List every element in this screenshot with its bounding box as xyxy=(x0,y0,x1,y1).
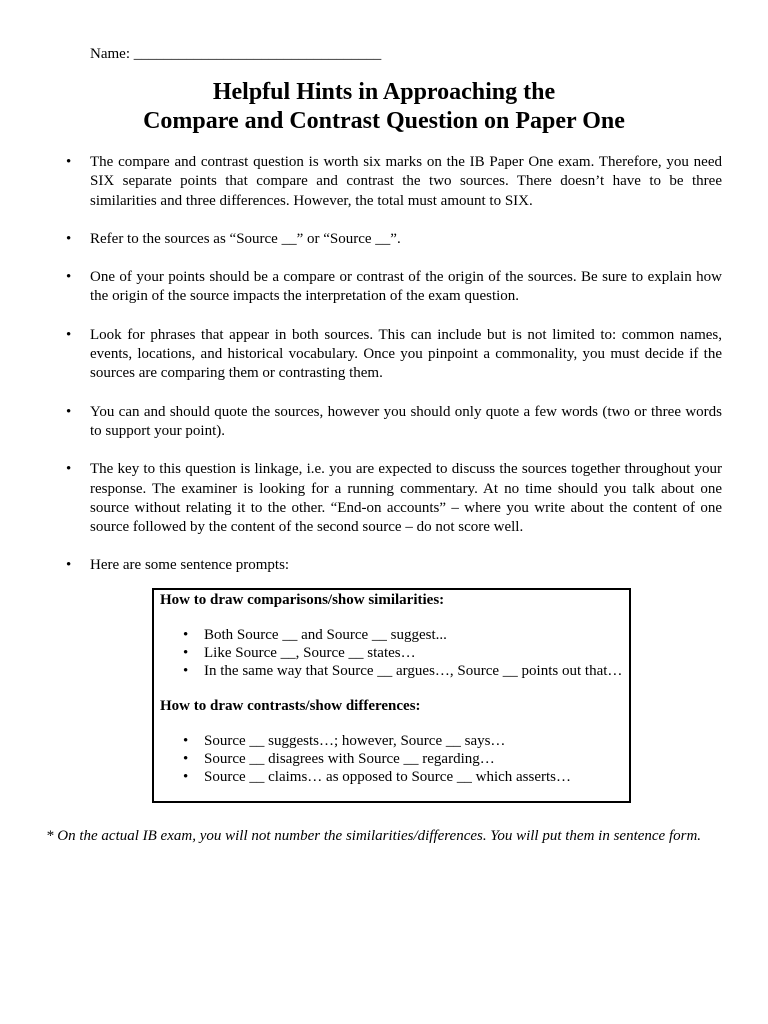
difference-prompt xyxy=(183,768,623,786)
name-field-label: Name: _________________________________ xyxy=(90,46,382,62)
page-title-line-1: Helpful Hints in Approaching the xyxy=(212,79,556,105)
bullet-icon: • xyxy=(66,403,72,420)
page-title-line-2: Compare and Contrast Question on Paper One xyxy=(143,108,625,134)
hint-item xyxy=(66,268,722,307)
hint-item xyxy=(66,556,722,575)
hints-list xyxy=(66,153,722,595)
hint-item xyxy=(66,153,722,211)
footnote: * On the actual IB exam, you will not number the similarities/differences. You will put them in sentence form. xyxy=(46,828,702,844)
hint-text: Look for phrases that appear in both sources. This can include but is not limited to: common names, events, locations, and historical vocabulary. Once you pinpoint a commonality, you must decide if the sources are comparing them or contrasting them. xyxy=(90,326,722,382)
hint-text: The key to this question is linkage, i.e. you are expected to discuss the sources together throughout your response. The examiner is looking for a running commentary. At no time should you talk about one source without relating it to the other. “End-on accounts” – where you write about the content of one source followed by the content of the second source – do not score well. xyxy=(90,461,722,536)
similarity-prompt-text: Like Source __, Source __ states… xyxy=(204,645,416,661)
similarity-prompt-text: In the same way that Source __ argues…, Source __ points out that… xyxy=(204,663,623,679)
bullet-icon: • xyxy=(66,461,72,478)
hint-text: The compare and contrast question is worth six marks on the IB Paper One exam. Therefore, you need SIX separate points that compare and contrast the two sources. There doesn’t have to be three similarities and three differences. However, the total must amount to SIX. xyxy=(90,154,722,209)
hint-text: Here are some sentence prompts: xyxy=(90,557,290,574)
bullet-icon: • xyxy=(66,230,72,247)
difference-prompt xyxy=(183,750,623,768)
hint-item xyxy=(66,460,722,537)
difference-prompt-text: Source __ claims… as opposed to Source __ which asserts… xyxy=(204,769,572,785)
bullet-icon: • xyxy=(183,751,189,767)
hint-text: Refer to the sources as “Source __” or “Source __”. xyxy=(90,230,401,247)
page-title xyxy=(0,78,768,136)
hint-item xyxy=(66,403,722,442)
differences-list xyxy=(160,732,623,786)
similarity-prompt xyxy=(183,626,623,644)
hint-text: You can and should quote the sources, however you should only quote a few words (two or three words to support your point). xyxy=(90,403,722,439)
bullet-icon: • xyxy=(66,326,72,343)
hint-text: One of your points should be a compare or contrast of the origin of the sources. Be sure to explain how the origin of the source impacts the interpretation of the exam question. xyxy=(90,269,722,305)
differences-heading: How to draw contrasts/show differences: xyxy=(160,698,421,714)
sentence-prompts-box xyxy=(152,588,631,803)
difference-prompt xyxy=(183,732,623,750)
difference-prompt-text: Source __ suggests…; however, Source __ says… xyxy=(204,733,506,749)
similarity-prompt xyxy=(183,662,623,680)
bullet-icon: • xyxy=(183,769,189,785)
similarity-prompt xyxy=(183,644,623,662)
bullet-icon: • xyxy=(66,269,72,286)
similarities-heading: How to draw comparisons/show similarities: xyxy=(160,592,445,608)
bullet-icon: • xyxy=(183,663,189,679)
similarities-list xyxy=(160,626,623,680)
hint-item xyxy=(66,230,722,249)
bullet-icon: • xyxy=(183,733,189,749)
bullet-icon: • xyxy=(183,645,189,661)
hint-item xyxy=(66,326,722,384)
bullet-icon: • xyxy=(66,154,72,170)
bullet-icon: • xyxy=(66,557,72,574)
similarity-prompt-text: Both Source __ and Source __ suggest... xyxy=(204,627,447,643)
difference-prompt-text: Source __ disagrees with Source __ regarding… xyxy=(204,751,495,767)
bullet-icon: • xyxy=(183,627,189,643)
